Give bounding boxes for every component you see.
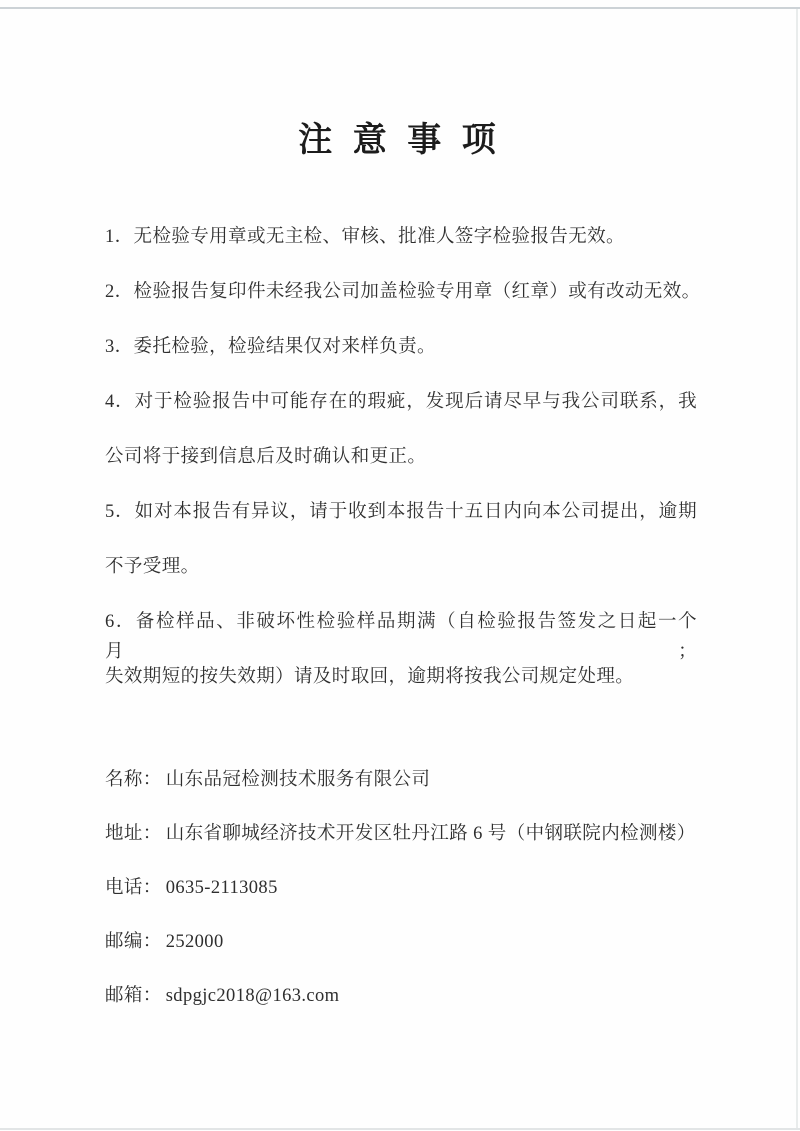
page-title: 注 意 事 项 bbox=[298, 122, 502, 159]
note-item-4-line-2: 公司将于接到信息后及时确认和更正。 bbox=[105, 447, 427, 467]
contact-email-label: 邮箱： bbox=[105, 986, 162, 1006]
contact-address-value: 山东省聊城经济技术开发区牡丹江路 6 号（中钢联院内检测楼） bbox=[165, 824, 696, 844]
scan-edge-right bbox=[796, 9, 798, 1129]
note-item-2: 2．检验报告复印件未经我公司加盖检验专用章（红章）或有改动无效。 bbox=[105, 282, 701, 302]
contact-phone-value: 0635-2113085 bbox=[165, 878, 278, 898]
note-item-6-line-1: 6．备检样品、非破坏性检验样品期满（自检验报告签发之日起一个月； bbox=[105, 612, 697, 662]
note-item-4-line-1: 4．对于检验报告中可能存在的瑕疵，发现后请尽早与我公司联系，我 bbox=[105, 392, 697, 412]
contact-address-row bbox=[105, 819, 725, 873]
contact-section bbox=[105, 765, 725, 1035]
contact-name-label: 名称： bbox=[105, 770, 162, 790]
contact-postal-row bbox=[105, 927, 725, 981]
contact-phone-label: 电话： bbox=[105, 878, 162, 898]
contact-address-label: 地址： bbox=[105, 824, 162, 844]
contact-postal-value: 252000 bbox=[165, 932, 224, 952]
contact-postal-label: 邮编： bbox=[105, 932, 162, 952]
scan-edge-bottom bbox=[0, 1128, 800, 1130]
contact-email-row bbox=[105, 981, 725, 1035]
note-item-6-line-2: 失效期短的按失效期）请及时取回，逾期将按我公司规定处理。 bbox=[105, 667, 635, 687]
note-item-3: 3．委托检验，检验结果仅对来样负责。 bbox=[105, 337, 436, 357]
notes-section bbox=[105, 222, 701, 717]
contact-name-value: 山东品冠检测技术服务有限公司 bbox=[165, 770, 431, 790]
contact-name-row bbox=[105, 765, 725, 819]
scan-edge-top bbox=[0, 7, 800, 9]
note-item-5-line-2: 不予受理。 bbox=[105, 557, 200, 577]
note-item-5-line-1: 5．如对本报告有异议，请于收到本报告十五日内向本公司提出，逾期 bbox=[105, 502, 697, 522]
note-item-1: 1．无检验专用章或无主检、审核、批准人签字检验报告无效。 bbox=[105, 227, 625, 247]
contact-email-value: sdpgjc2018@163.com bbox=[165, 986, 340, 1006]
contact-phone-row bbox=[105, 873, 725, 927]
